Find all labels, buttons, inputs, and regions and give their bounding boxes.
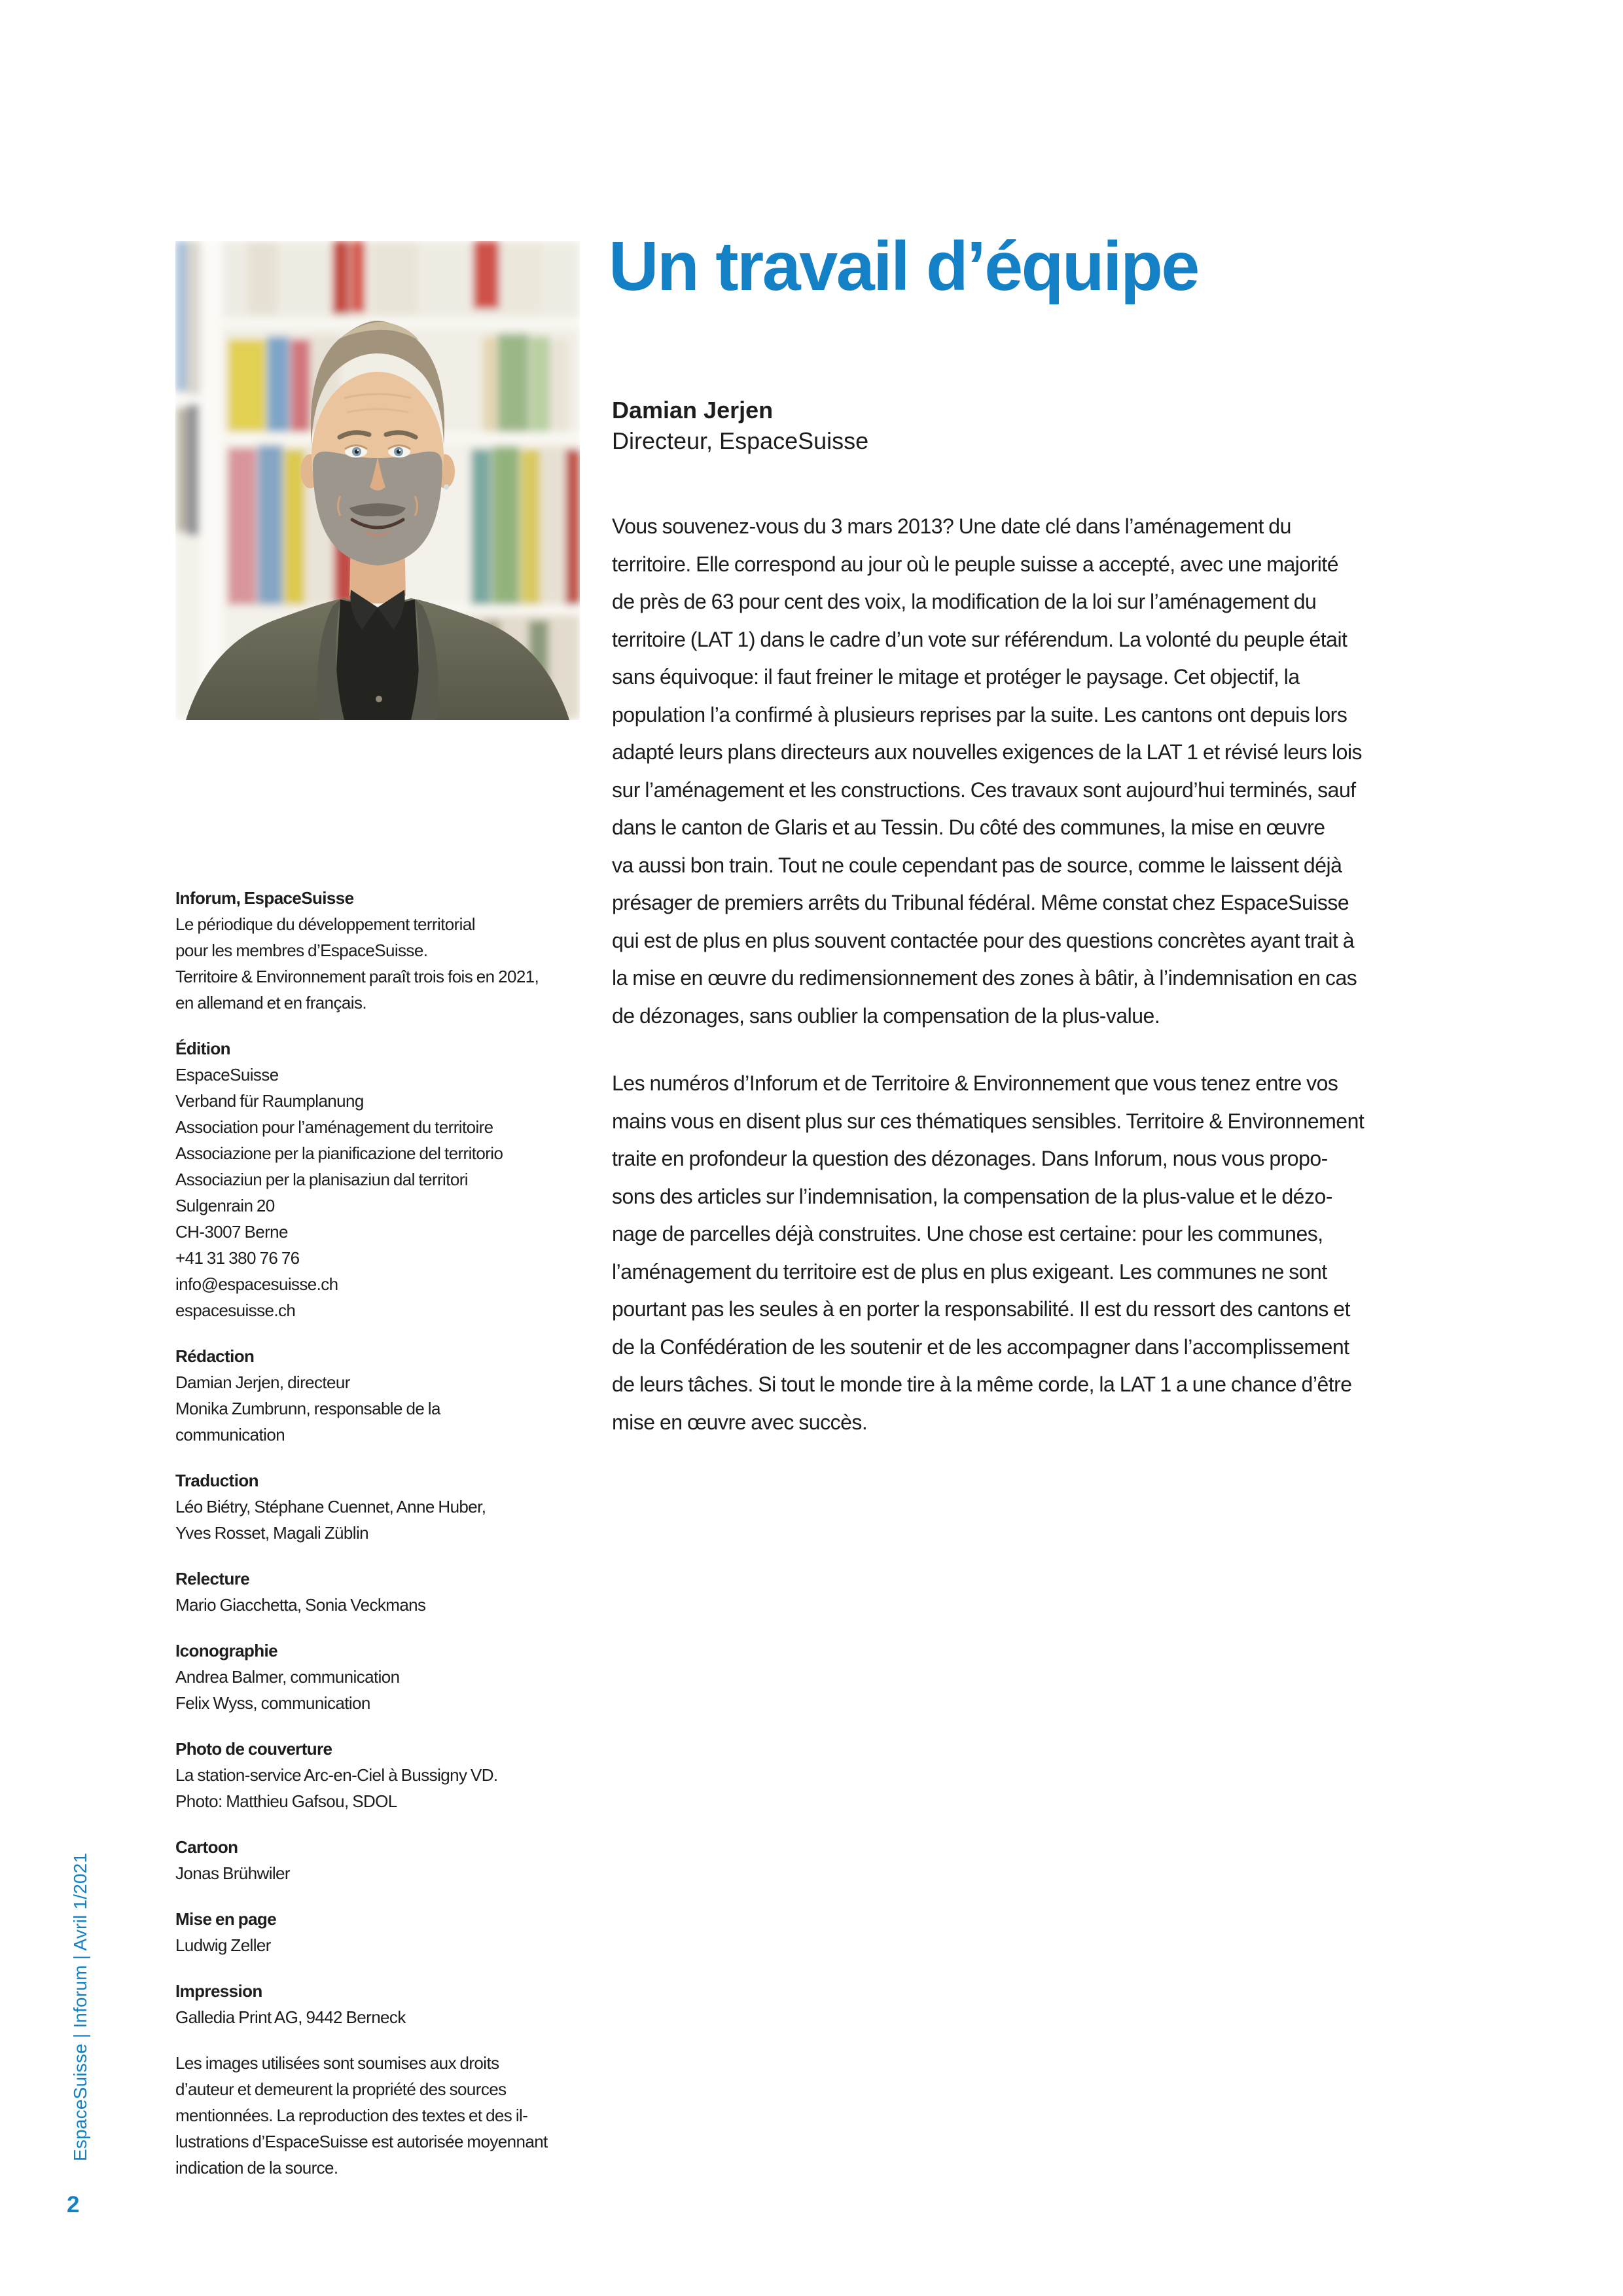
colophon-line: Associaziun per la planisaziun dal territori	[175, 1170, 468, 1189]
body-line: de près de 63 pour cent des voix, la modification de la loi sur l’aménagement du	[612, 590, 1317, 613]
colophon-section	[175, 1638, 620, 1716]
colophon-line: Jonas Brühwiler	[175, 1863, 290, 1883]
colophon-section-lines	[175, 1932, 620, 1958]
colophon-section-title: Mise en page	[175, 1909, 277, 1929]
colophon-line: espacesuisse.ch	[175, 1300, 296, 1320]
body-line: mise en œuvre avec succès.	[612, 1410, 868, 1434]
body-line: pourtant pas les seules à en porter la responsabilité. Il est du ressort des cantons et	[612, 1297, 1350, 1321]
body-line: sans équivoque: il faut freiner le mitage et protéger le paysage. Cet objectif, la	[612, 665, 1300, 689]
colophon-line: Verband für Raumplanung	[175, 1091, 364, 1111]
colophon-section	[175, 1736, 620, 1814]
author-block	[612, 395, 868, 456]
body-line: va aussi bon train. Tout ne coule cependant pas de source, comme le laissent déjà	[612, 853, 1342, 877]
body-line: Les numéros d’Inforum et de Territoire & Environnement que vous tenez entre vos	[612, 1071, 1338, 1095]
colophon-section	[175, 885, 620, 1016]
paragraph	[612, 508, 1502, 1035]
colophon-section-lines	[175, 2050, 620, 2181]
paragraph	[612, 1065, 1502, 1441]
body-line: l’aménagement du territoire est de plus en plus exigeant. Les communes ne sont	[612, 1259, 1327, 1283]
colophon-section-title: Traduction	[175, 1471, 259, 1490]
colophon-line: La station-service Arc-en-Ciel à Bussigny VD.	[175, 1765, 498, 1785]
portrait-photo	[175, 241, 580, 720]
colophon-line: indication de la source.	[175, 2158, 338, 2178]
colophon-line: Les images utilisées sont soumises aux droits	[175, 2053, 499, 2073]
colophon-line: Association pour l’aménagement du territoire	[175, 1117, 493, 1137]
colophon-line: communication	[175, 1425, 285, 1444]
body-line: nage de parcelles déjà construites. Une chose est certaine: pour les communes,	[612, 1222, 1323, 1246]
colophon-line: Associazione per la pianificazione del territorio	[175, 1143, 503, 1163]
colophon-section-lines	[175, 1062, 620, 1323]
colophon-line: en allemand et en français.	[175, 993, 366, 1013]
colophon-section-title: Rédaction	[175, 1346, 255, 1366]
colophon-line: Felix Wyss, communication	[175, 1693, 370, 1713]
body-line: adapté leurs plans directeurs aux nouvelles exigences de la LAT 1 et révisé leurs lois	[612, 740, 1363, 764]
colophon-section-title: Iconographie	[175, 1641, 278, 1660]
body-line: traite en profondeur la question des dézonages. Dans Inforum, nous vous propo-	[612, 1147, 1328, 1170]
colophon-section	[175, 1467, 620, 1546]
colophon	[175, 885, 620, 2200]
colophon-section-lines	[175, 1762, 620, 1814]
article-body	[612, 508, 1502, 1471]
body-line: Vous souvenez-vous du 3 mars 2013? Une date clé dans l’aménagement du	[612, 514, 1291, 538]
colophon-section-lines	[175, 1494, 620, 1546]
body-line: sons des articles sur l’indemnisation, la compensation de la plus-value et le dézo-	[612, 1184, 1332, 1208]
body-line: qui est de plus en plus souvent contactée pour des questions concrètes ayant trait à	[612, 928, 1355, 952]
colophon-section-lines	[175, 1860, 620, 1886]
colophon-line: Andrea Balmer, communication	[175, 1667, 400, 1687]
body-line: territoire. Elle correspond au jour où le peuple suisse a accepté, avec une majorité	[612, 552, 1339, 576]
colophon-section-lines	[175, 911, 620, 1016]
colophon-section	[175, 1906, 620, 1958]
colophon-line: Territoire & Environnement paraît trois fois en 2021,	[175, 967, 539, 986]
colophon-line: info@espacesuisse.ch	[175, 1274, 338, 1294]
colophon-line: Yves Rosset, Magali Züblin	[175, 1523, 368, 1543]
body-line: la mise en œuvre du redimensionnement des zones à bâtir, à l’indemnisation en cas	[612, 966, 1357, 990]
colophon-section	[175, 1343, 620, 1448]
colophon-section-title: Impression	[175, 1981, 262, 2001]
colophon-section-lines	[175, 1592, 620, 1618]
portrait-photo-illustration	[175, 241, 580, 720]
body-line: dans le canton de Glaris et au Tessin. Du côté des communes, la mise en œuvre	[612, 816, 1325, 839]
colophon-line: EspaceSuisse	[175, 1065, 279, 1085]
colophon-line: +41 31 380 76 76	[175, 1248, 300, 1268]
colophon-section	[175, 1035, 620, 1323]
colophon-line: Sulgenrain 20	[175, 1196, 275, 1215]
author-role: Directeur, EspaceSuisse	[612, 427, 869, 454]
body-line: sur l’aménagement et les constructions. Ces travaux sont aujourd’hui terminés, sauf	[612, 778, 1356, 802]
body-line: population l’a confirmé à plusieurs reprises par la suite. Les cantons ont depuis lors	[612, 702, 1347, 726]
edition-vertical-label: EspaceSuisse | Inforum | Avril 1/2021	[70, 1852, 90, 2161]
colophon-line: Photo: Matthieu Gafsou, SDOL	[175, 1791, 397, 1811]
colophon-line: Ludwig Zeller	[175, 1935, 271, 1955]
colophon-section-title: Édition	[175, 1039, 230, 1058]
colophon-section-title: Cartoon	[175, 1837, 238, 1857]
colophon-section-title: Inforum, EspaceSuisse	[175, 888, 354, 908]
colophon-line: Monika Zumbrunn, responsable de la	[175, 1399, 440, 1418]
colophon-line: mentionnées. La reproduction des textes et des il-	[175, 2106, 528, 2125]
colophon-line: Léo Biétry, Stéphane Cuennet, Anne Huber,	[175, 1497, 486, 1516]
body-line: de la Confédération de les soutenir et de les accompagner dans l’accomplissement	[612, 1335, 1349, 1359]
colophon-line: Damian Jerjen, directeur	[175, 1372, 350, 1392]
body-line: de leurs tâches. Si tout le monde tire à la même corde, la LAT 1 a une chance d’être	[612, 1372, 1352, 1396]
author-name: Damian Jerjen	[612, 397, 774, 423]
colophon-section-lines	[175, 1369, 620, 1448]
colophon-section	[175, 2050, 620, 2181]
body-line: mains vous en disent plus sur ces thématiques sensibles. Territoire & Environnement	[612, 1109, 1364, 1133]
colophon-line: Mario Giacchetta, Sonia Veckmans	[175, 1595, 426, 1615]
colophon-line: Galledia Print AG, 9442 Berneck	[175, 2007, 406, 2027]
colophon-section-lines	[175, 1664, 620, 1716]
colophon-line: pour les membres d’EspaceSuisse.	[175, 941, 428, 960]
body-line: de dézonages, sans oublier la compensation de la plus-value.	[612, 1003, 1160, 1028]
body-line: présager de premiers arrêts du Tribunal fédéral. Même constat chez EspaceSuisse	[612, 891, 1349, 914]
article-title: Un travail d’équipe	[609, 228, 1198, 305]
colophon-line: lustrations d’EspaceSuisse est autorisée moyennant	[175, 2132, 548, 2151]
colophon-line: d’auteur et demeurent la propriété des sources	[175, 2079, 507, 2099]
colophon-section	[175, 1834, 620, 1886]
body-line: territoire (LAT 1) dans le cadre d’un vote sur référendum. La volonté du peuple était	[612, 627, 1347, 651]
colophon-line: Le périodique du développement territorial	[175, 914, 475, 934]
colophon-section	[175, 1566, 620, 1618]
colophon-line: CH-3007 Berne	[175, 1222, 288, 1242]
colophon-section-title: Relecture	[175, 1569, 250, 1588]
page-number: 2	[67, 2192, 80, 2217]
colophon-section-lines	[175, 2004, 620, 2030]
colophon-section-title: Photo de couverture	[175, 1739, 332, 1759]
colophon-section	[175, 1978, 620, 2030]
